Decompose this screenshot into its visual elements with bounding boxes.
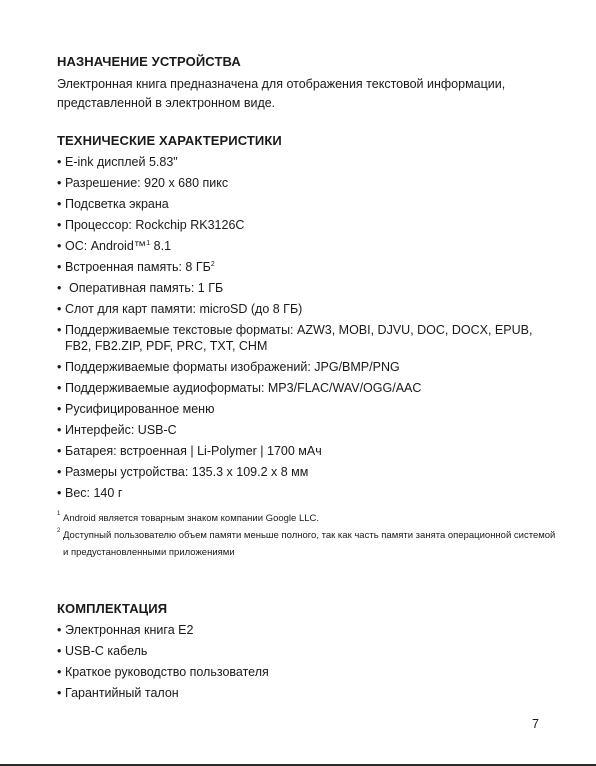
list-item (57, 154, 557, 170)
bullet: • (57, 155, 62, 169)
bullet: • (57, 323, 62, 337)
spec-card-slot: Слот для карт памяти: microSD (до 8 ГБ) (65, 302, 303, 316)
list-item (57, 322, 557, 354)
list-item (57, 643, 557, 659)
list-item (57, 622, 557, 638)
spec-resolution: Разрешение: 920 x 680 пикс (65, 176, 229, 190)
list-item (57, 443, 557, 459)
footnote-1 (57, 510, 557, 527)
bullet: • (57, 281, 62, 295)
list-item (57, 485, 557, 501)
purpose-section (57, 54, 557, 113)
footnote-mark: 2 (57, 528, 61, 534)
spec-backlight: Подсветка экрана (65, 197, 169, 211)
spec-os-version: 8.1 (150, 239, 172, 253)
list-item (57, 196, 557, 212)
kit-list (57, 622, 557, 701)
footnote-ref-2: 2 (210, 260, 215, 268)
spec-os: ОС: Android™ (65, 239, 147, 253)
list-item (57, 422, 557, 438)
list-item (57, 380, 557, 396)
specs-section (57, 133, 557, 561)
list-item (57, 259, 557, 275)
kit-item-cable: USB-C кабель (65, 644, 148, 658)
spec-dimensions: Размеры устройства: 135.3 x 109.2 x 8 мм (65, 465, 309, 479)
list-item (57, 401, 557, 417)
bullet: • (57, 302, 62, 316)
bullet: • (57, 197, 62, 211)
list-item (57, 175, 557, 191)
kit-heading: КОМПЛЕКТАЦИЯ (57, 601, 168, 616)
purpose-text: Электронная книга предназначена для отображения текстовой информации, представленной в электронном виде. (57, 77, 506, 110)
spec-audio-formats: Поддерживаемые аудиоформаты: MP3/FLAC/WAV/OGG/AAC (65, 381, 422, 395)
list-item (57, 464, 557, 480)
bullet: • (57, 623, 62, 637)
spec-ram: Оперативная память: 1 ГБ (69, 281, 224, 295)
footnotes (57, 510, 557, 561)
bullet: • (57, 423, 62, 437)
manual-page (57, 54, 557, 706)
list-item (57, 685, 557, 701)
bullet: • (57, 381, 62, 395)
page-number: 7 (532, 717, 539, 731)
list-item (57, 359, 557, 375)
list-item (57, 280, 557, 296)
kit-item-guide: Краткое руководство пользователя (65, 665, 269, 679)
bullet: • (57, 665, 62, 679)
bullet: • (57, 260, 62, 274)
specs-heading: ТЕХНИЧЕСКИЕ ХАРАКТЕРИСТИКИ (57, 133, 282, 148)
spec-menu: Русифицированное меню (65, 402, 215, 416)
bullet: • (57, 686, 62, 700)
footnote-2 (57, 527, 557, 561)
spec-display: E-ink дисплей 5.83" (65, 155, 178, 169)
bullet: • (57, 239, 62, 253)
bullet: • (57, 218, 62, 232)
specs-list (57, 154, 557, 501)
spec-weight: Вес: 140 г (65, 486, 123, 500)
footnote-text: Доступный пользователю объем памяти меньше полного, так как часть памяти занята операционной системой и предустановленными приложениями (63, 530, 556, 558)
bullet: • (57, 176, 62, 190)
bullet: • (57, 360, 62, 374)
footnote-mark: 1 (57, 511, 61, 517)
purpose-heading: НАЗНАЧЕНИЕ УСТРОЙСТВА (57, 54, 241, 69)
bullet: • (57, 444, 62, 458)
list-item (57, 664, 557, 680)
list-item (57, 301, 557, 317)
kit-section (57, 601, 557, 701)
spec-cpu: Процессор: Rockchip RK3126C (65, 218, 245, 232)
bullet: • (57, 486, 62, 500)
footnote-text: Android является товарным знаком компании Google LLC. (63, 513, 320, 524)
list-item (57, 217, 557, 233)
bullet: • (57, 402, 62, 416)
kit-item-ebook: Электронная книга E2 (65, 623, 194, 637)
spec-image-formats: Поддерживаемые форматы изображений: JPG/BMP/PNG (65, 360, 400, 374)
bullet: • (57, 644, 62, 658)
kit-item-warranty: Гарантийный талон (65, 686, 179, 700)
spec-text-formats: Поддерживаемые текстовые форматы: AZW3, MOBI, DJVU, DOC, DOCX, EPUB, FB2, FB2.ZIP, PDF, PRC, TXT, CHM (65, 323, 533, 353)
bullet: • (57, 465, 62, 479)
spec-battery: Батарея: встроенная | Li-Polymer | 1700 мАч (65, 444, 322, 458)
footnote-ref-1: 1 (146, 239, 151, 247)
spec-interface: Интерфейс: USB-C (65, 423, 177, 437)
list-item (57, 238, 557, 254)
spec-storage: Встроенная память: 8 ГБ (65, 260, 211, 274)
